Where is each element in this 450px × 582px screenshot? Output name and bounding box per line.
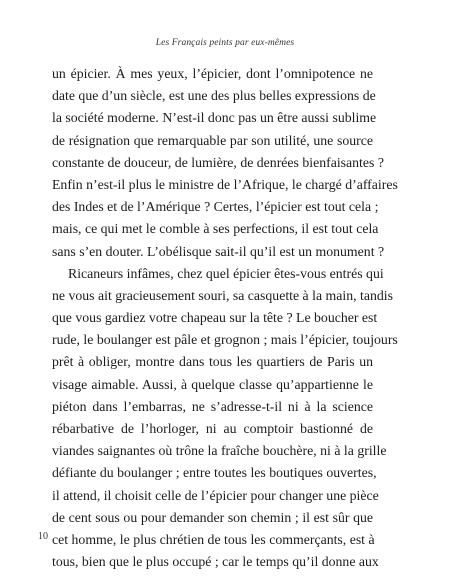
text-line-paragraph-end: sans s’en douter. L’obélisque sait-il qu’il est un monument ? [52, 243, 385, 259]
text-line: la société moderne. N’est-il donc pas un être aussi sublime [52, 110, 377, 126]
text-line: mais, ce qui met le comble à ses perfections, il est tout cela [52, 221, 379, 237]
text-line-paragraph-start: Ricaneurs infâmes, chez quel épicier êtes-vous entrés qui [68, 265, 384, 281]
text-line: que vous gardiez votre chapeau sur la tête ? Le boucher est [52, 310, 378, 326]
text-line: Enfin n’est-il plus le ministre de l’Afrique, le chargé d’affaires [52, 176, 398, 192]
page-number: 10 [38, 531, 48, 542]
text-line: constante de douceur, de lumière, de denrées bienfaisantes ? [52, 154, 384, 170]
text-line: visage aimable. Aussi, à quelque classe qu’appartienne le [52, 376, 373, 392]
text-line: ne vous ait gracieusement souri, sa casquette à la main, tandis [52, 287, 393, 303]
text-line: viandes saignantes où trône la fraîche bouchère, ni à la grille [52, 443, 387, 459]
text-line: date que d’un siècle, est une des plus belles expressions de [52, 88, 376, 104]
text-line: prêt à obliger, montre dans tous les quartiers de Paris un [52, 354, 373, 370]
text-line: rude, le boulanger est pâle et grognon ; mais l’épicier, toujours [52, 332, 398, 348]
text-line: un épicier. À mes yeux, l’épicier, dont l’omnipotence ne [52, 66, 373, 81]
text-line: des Indes et de l’Amérique ? Certes, l’épicier est tout cela ; [52, 199, 379, 215]
text-line: de résignation que remarquable par son utilité, une source [52, 132, 373, 148]
text-line: défiante du boulanger ; entre toutes les boutiques ouvertes, [52, 465, 377, 481]
text-line: de cent sous ou pour demander son chemin ; il est sûr que [52, 509, 373, 525]
text-line: tous, bien que le plus occupé ; car le temps qu’il donne aux [52, 554, 379, 570]
text-line: cet homme, le plus chrétien de tous les commerçants, est à [52, 531, 375, 547]
running-head: Les Français peints par eux-mêmes [155, 38, 295, 48]
text-line: piéton dans l’embarras, ne s’adresse-t-il ni à la science [52, 398, 373, 414]
text-line: rébarbative de l’horloger, ni au comptoir bastionné de [52, 421, 373, 436]
text-line: il attend, il choisit celle de l’épicier pour changer une pièce [52, 487, 379, 503]
body-text [52, 63, 398, 573]
